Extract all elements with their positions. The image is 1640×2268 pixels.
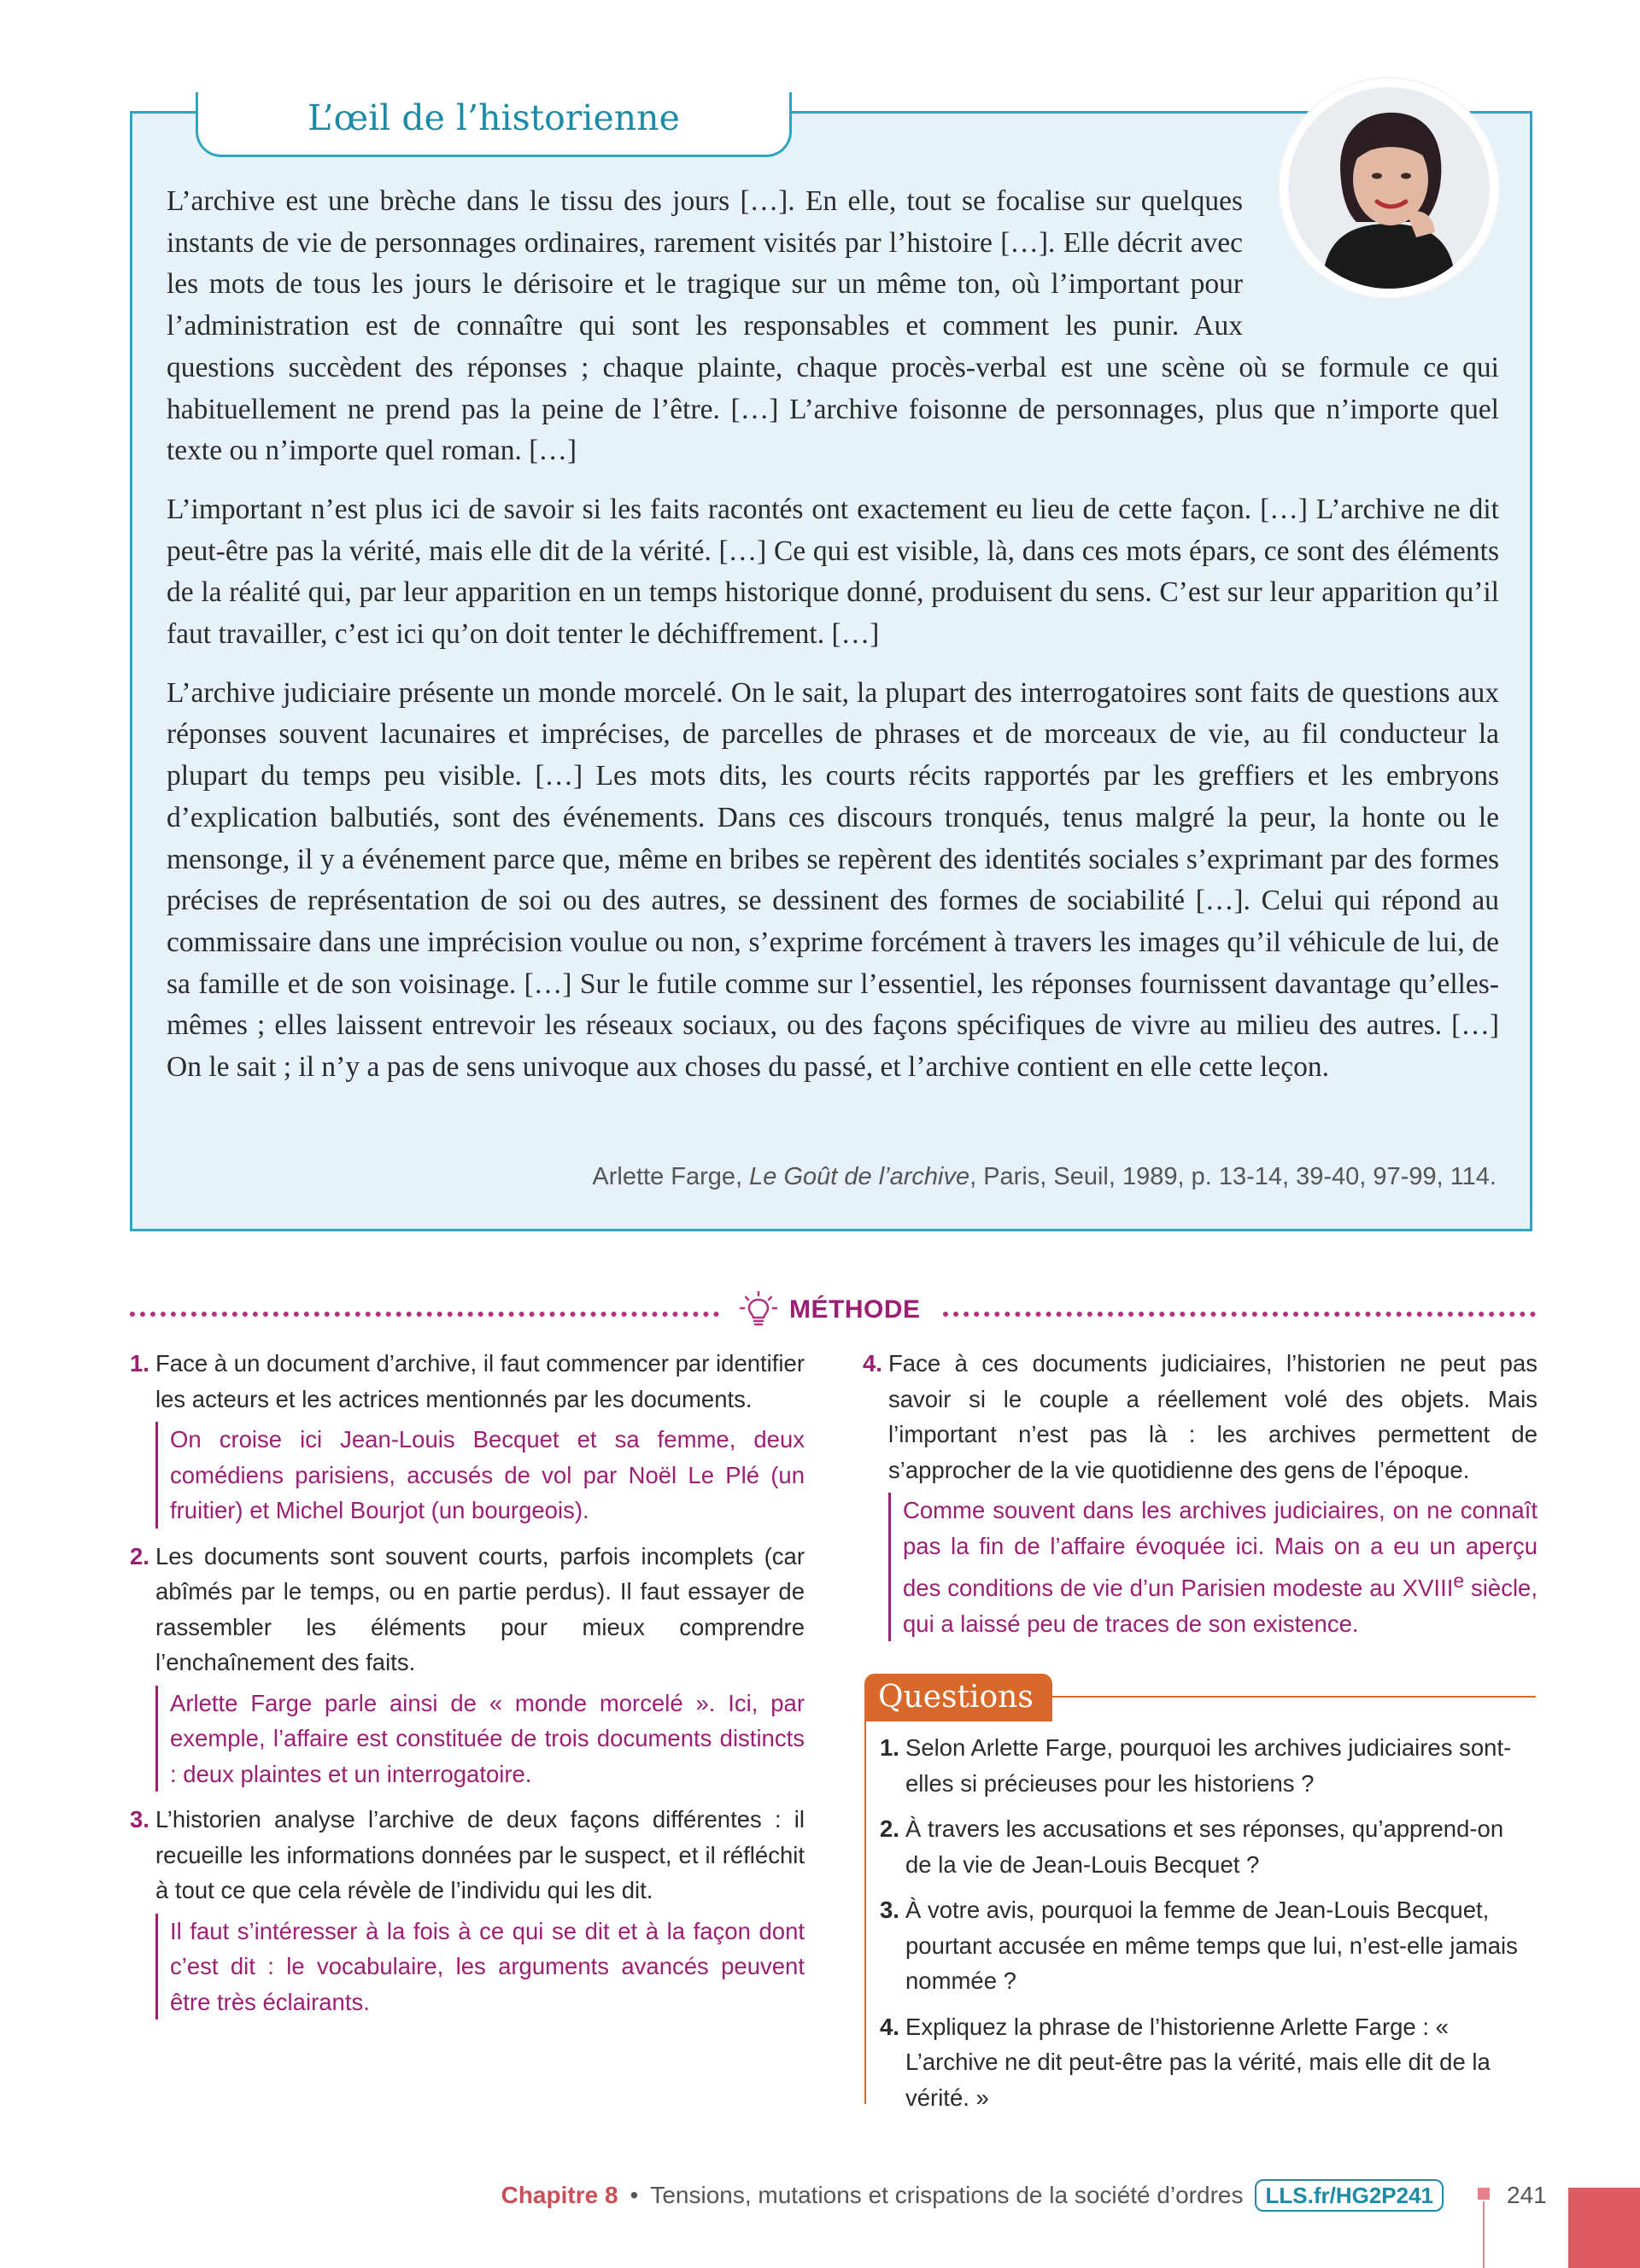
- methode-heading: [738, 1288, 921, 1332]
- methode-item: [130, 1802, 805, 2020]
- methode-item-note: Arlette Farge parle ainsi de « monde morcelé ». Ici, par exemple, l’affaire est constituée de trois documents distincts : deux plaintes et un interrogatoire.: [155, 1686, 805, 1792]
- methode-title: MÉTHODE: [789, 1295, 921, 1324]
- methode-item-text: L’historien analyse l’archive de deux façons différentes : il recueille les informations données par le suspect, et il réfléchit à tout ce que cela révèle de l’individu qui les dit.: [155, 1806, 805, 1903]
- quote-paragraph: L’archive judiciaire présente un monde morcelé. On le sait, la plupart des interrogatoires sont faits de questions aux réponses souvent lacunaires et imprécises, de parcelles de phrases et de morceaux de vie, au fil conducteur la plupart du temps peu visible. […] Les mots dits, les courts récits rapportés par les greffiers et les embryons d’explication balbutiés, sont des événements. Dans ces discours tronqués, tenus malgré la peur, la honte ou le mensonge, il y a événement parce que, même en bribes se repèrent des identités sociales s’exprimant par des formes précises de représentation de soi ou des autres, se dessinent des formes de sociabilité […]. Celui qui répond au commissaire dans une imprécision voulue ou non, s’exprime forcément à travers les images qu’il véhicule de lui, de sa famille et de son voisinage. […] Sur le futile comme sur l’essentiel, les réponses fournissent davantage qu’elles-mêmes ; elles laissent entrevoir les réseaux sociaux, ou des façons spécifiques de vivre au milieu des autres. […] On le sait ; il n’y a pas de sens univoque aux choses du passé, et l’archive contient en elle cette leçon.: [167, 676, 1499, 1084]
- historian-quote: [167, 181, 1499, 1106]
- question-item: [880, 1811, 1536, 1882]
- methode-item-number: 2.: [130, 1542, 149, 1569]
- source-work: Le Goût de l’archive: [749, 1163, 970, 1190]
- methode-column-right: [863, 1346, 1538, 1651]
- methode-item-text: Face à un document d’archive, il faut commencer par identifier les acteurs et les actrices mentionnés par les documents.: [155, 1350, 805, 1412]
- questions-side-rule: [864, 1721, 866, 2104]
- methode-item: [130, 1346, 805, 1529]
- source-details: , Paris, Seuil, 1989, p. 13-14, 39-40, 97-99, 114.: [969, 1163, 1496, 1190]
- portrait-spacer: [1243, 181, 1499, 307]
- questions-heading-rule: [1052, 1696, 1536, 1698]
- question-number: 4.: [880, 2013, 899, 2040]
- note-text-end: siècle, qui a laissé peu de traces de son existence.: [903, 1575, 1538, 1637]
- lls-link[interactable]: LLS.fr/HG2P241: [1255, 2179, 1444, 2212]
- question-number: 3.: [880, 1897, 899, 1923]
- question-number: 2.: [880, 1815, 899, 1842]
- question-text: Expliquez la phrase de l’historienne Arlette Farge : « L’archive ne dit peut-être pas la vérité, mais elle dit de la vérité. »: [905, 2013, 1491, 2111]
- chapter-title: Tensions, mutations et crispations de la société d’ordres: [650, 2182, 1244, 2208]
- quote-paragraph: [167, 181, 1499, 472]
- page-marker-line: [1483, 2201, 1485, 2268]
- question-number: 1.: [880, 1734, 899, 1761]
- quote-paragraph: L’important n’est plus ici de savoir si les faits racontés ont exactement eu lieu de cette façon. […] L’archive ne dit peut-être pas la vérité, mais elle dit de la vérité. […] Ce qui est visible, là, dans ces mots épars, ce sont des éléments de la réalité qui, par leur apparition en un temps historique donné, produisent du sens. C’est sur leur apparition qu’il faut travailler, c’est ici qu’on doit tenter le déchiffrement. […]: [167, 493, 1499, 651]
- questions-heading: Questions: [864, 1674, 1052, 1721]
- methode-column-left: [130, 1346, 805, 2030]
- question-text: À votre avis, pourquoi la femme de Jean-Louis Becquet, pourtant accusée en même temps que lui, n’est-elle jamais nommée ?: [905, 1897, 1518, 1994]
- methode-item: [863, 1346, 1538, 1641]
- quote-paragraph-1-text: L’archive est une brèche dans le tissu des jours […]. En elle, tout se focalise sur quelques instants de vie de personnages ordinaires, rarement visités par l’histoire […]. Elle décrit avec les mots de tous les jours le dérisoire et le tragique sur un même ton, où l’important pour l’administration est de connaître qui sont les responsables et comment les punir. Aux questions succèdent des réponses ; chaque plainte, chaque procès-verbal est une scène où se formule ce qui habituellement ne prend pas la peine de l’être. […] L’archive foisonne de personnages, plus que n’importe quel texte ou n’importe quel roman. […]: [167, 185, 1499, 467]
- questions-list: [880, 1730, 1536, 2125]
- question-item: [880, 1730, 1536, 1801]
- footer-separator: •: [630, 2182, 639, 2208]
- methode-item-text: Face à ces documents judiciaires, l’historien ne peut pas savoir si le couple a réellement volé des objets. Mais l’important n’est pas là : les archives permettent de s’approcher de la vie quotidienne des gens de l’époque.: [888, 1350, 1538, 1483]
- methode-item-number: 4.: [863, 1350, 882, 1377]
- methode-item-note: Il faut s’intéresser à la fois à ce qui se dit et à la façon dont c’est dit : le vocabulaire, les arguments avancés peuvent être très éclairants.: [155, 1914, 805, 2020]
- chapter-label: Chapitre 8: [501, 2182, 618, 2208]
- methode-item-number: 3.: [130, 1806, 149, 1833]
- methode-item-note: On croise ici Jean-Louis Becquet et sa femme, deux comédiens parisiens, accusés de vol par Noël Le Plé (un fruitier) et Michel Bourjot (un bourgeois).: [155, 1422, 805, 1529]
- methode-divider-right: [943, 1312, 1536, 1317]
- note-superscript: e: [1453, 1569, 1465, 1592]
- lightbulb-icon: [738, 1289, 779, 1330]
- methode-item: [130, 1539, 805, 1792]
- source-author: Arlette Farge,: [592, 1163, 750, 1190]
- note-text-start: Comme souvent dans les archives judiciaires, on ne connaît pas la fin de l’affaire évoquée ici. Mais on a eu un aperçu des conditions de vie d’un Parisien modeste au XVIII: [903, 1497, 1538, 1602]
- question-item: [880, 1892, 1536, 1999]
- historian-title: L’œil de l’historienne: [308, 97, 680, 138]
- question-item: [880, 2009, 1536, 2116]
- methode-item-number: 1.: [130, 1350, 149, 1377]
- page-number: 241: [1507, 2182, 1547, 2208]
- methode-item-text: Les documents sont souvent courts, parfois incomplets (car abîmés par le temps, ou en partie perdus). Il faut essayer de rassembler les éléments pour mieux comprendre l’enchaînement des faits.: [155, 1542, 805, 1675]
- question-text: À travers les accusations et ses réponses, qu’apprend-on de la vie de Jean-Louis Becquet ?: [905, 1815, 1504, 1878]
- quote-source: [592, 1163, 1496, 1191]
- question-text: Selon Arlette Farge, pourquoi les archives judiciaires sont-elles si précieuses pour les historiens ?: [905, 1734, 1512, 1797]
- page-marker: [1478, 2188, 1490, 2200]
- methode-divider-left: [130, 1312, 719, 1317]
- methode-item-note: [888, 1493, 1538, 1641]
- page-footer: [501, 2177, 1444, 2213]
- page-corner-tab: [1568, 2188, 1640, 2268]
